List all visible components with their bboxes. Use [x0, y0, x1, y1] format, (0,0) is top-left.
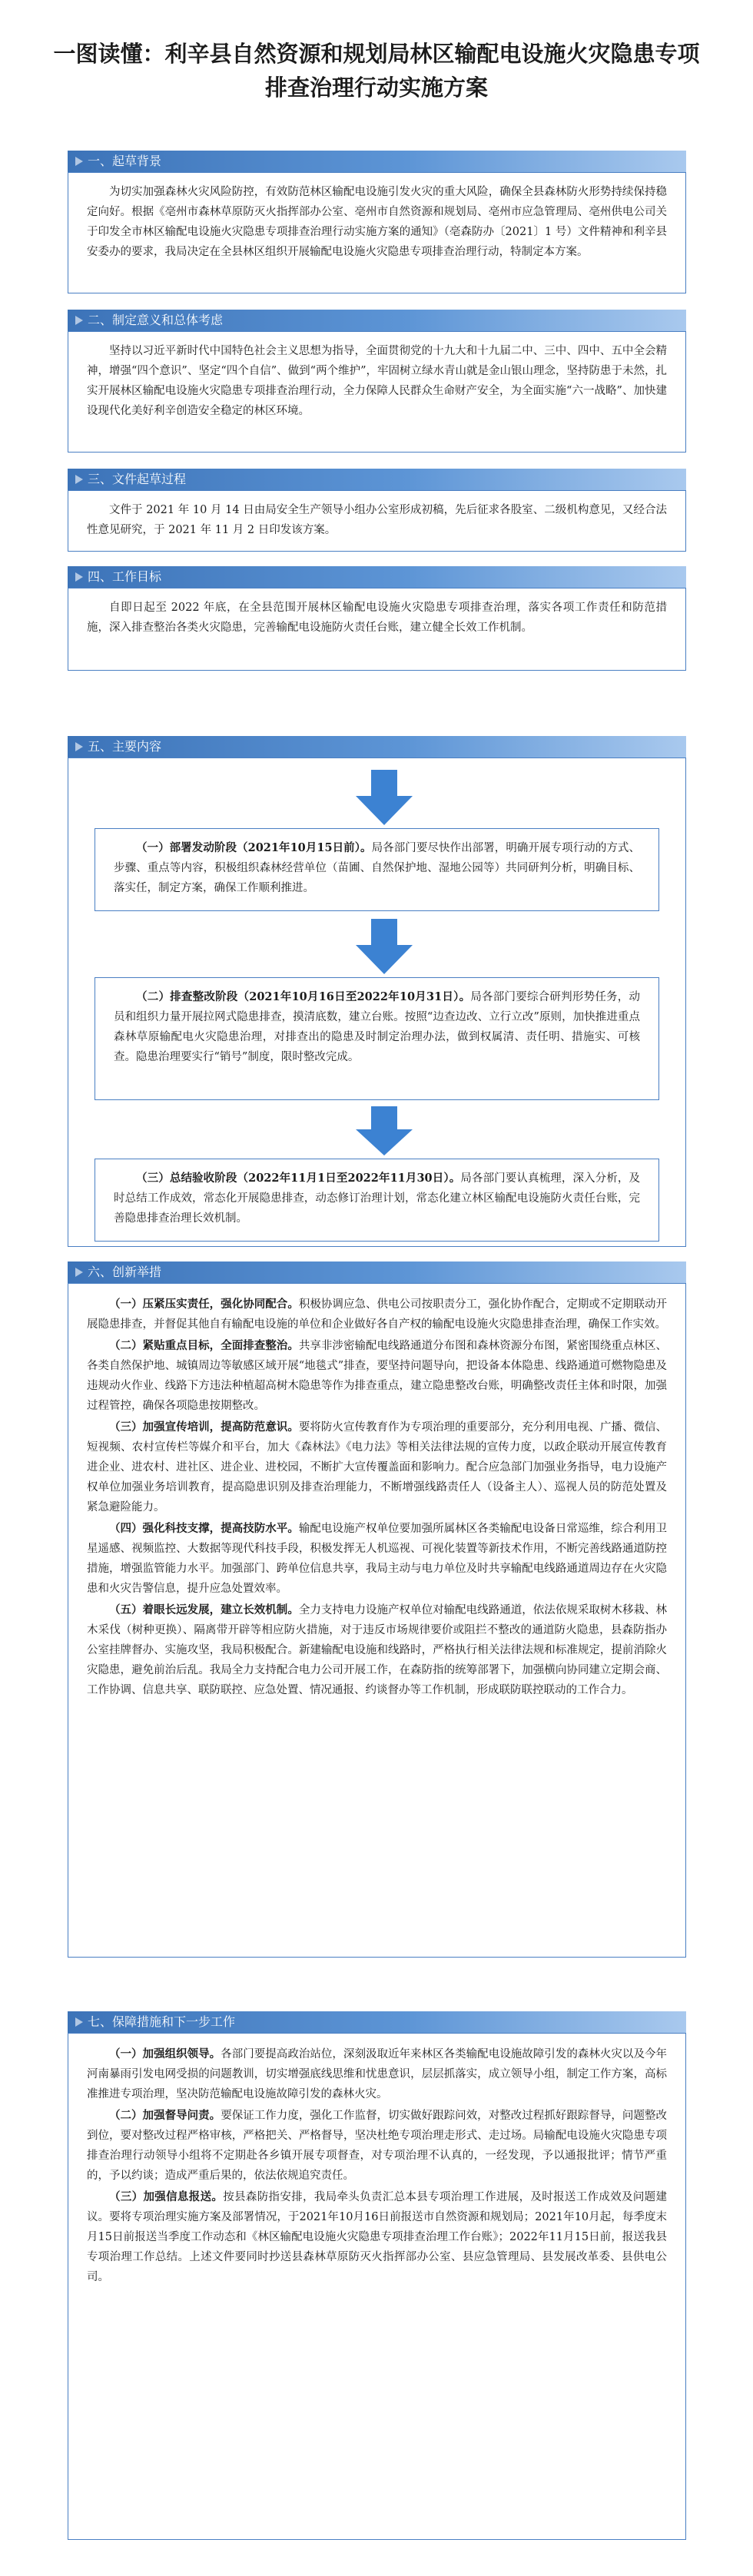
phase-body	[95, 1159, 659, 1242]
list-item	[87, 2044, 667, 2104]
section-main-content	[68, 736, 686, 758]
list-item	[87, 2187, 667, 2287]
list-item	[87, 1295, 667, 1334]
section-text: 文件于 2021 年 10 月 14 日由局安全生产领导小组办公室形成初稿，先后征求各股室、二级机构意见，又经合法性意见研究，于 2021 年 11 月 2 日印发该方案。	[87, 504, 667, 536]
section-body	[68, 588, 686, 671]
section-heading: 五、主要内容	[68, 736, 686, 758]
item-lead: （三）加强信息报送。	[109, 2190, 224, 2203]
section-body	[68, 490, 686, 552]
section-body	[68, 331, 686, 453]
phase-inspection	[95, 977, 659, 1100]
phase-text: 局各部门要综合研判形势任务，动员和组织力量开展拉网式隐患排查，摸清底数，建立台账。按照“边查边改、立行立改”原则，加快推进重点森林草原输配电火灾隐患治理，对排查出的隐患及时制定治理办法，做到权属清、责任明、措施实、可核查。隐患治理要实行“销号”制度，限时整改完成。	[114, 991, 640, 1063]
item-text: 按县森防指安排，我局牵头负责汇总本县专项治理工作进展，及时报送工作成效及问题建议。要将专项治理实施方案及部署情况，于2021年10月16日前报送市自然资源和规划局；2021年10月起，每季度末月15日前报送当季度工作动态和《林区输配电设施火灾隐患专项排查治理工作台账》；2022年11月15日前，报送我县专项治理工作总结。上述文件要同时抄送县森林草原防灭火指挥部办公室、县应急管理局、县发展改革委、县供电公司。	[87, 2191, 668, 2283]
phase-deployment	[95, 828, 659, 911]
section-text: 为切实加强森林火灾风险防控，有效防范林区输配电设施引发火灾的重大风险，确保全县森林防火形势持续保持稳定向好。根据《亳州市森林草原防灭火指挥部办公室、亳州市自然资源和规划局、亳州市应急管理局、亳州供电公司关于印发全市林区输配电设施火灾隐患专项排查治理行动实施方案的通知》（亳森防办〔2021〕1 号）文件精神和利辛县安委办的要求，我局决定在全县林区组织开展输配电设施火灾隐患专项排查治理行动，特制定本方案。	[87, 186, 667, 258]
arrow-down-icon	[356, 919, 413, 974]
phase-body	[95, 977, 659, 1100]
item-text: 积极协调应急、供电公司按职责分工，强化协作配合，定期或不定期联动开展隐患排查，并督促其他自有输配电设施的单位和企业做好各自产权的输配电设施火灾隐患排查治理，确保工作实效。	[87, 1298, 668, 1331]
item-lead: （一）压紧压实责任，强化协同配合。	[109, 1298, 299, 1311]
item-text: 要将防火宣传教育作为专项治理的重要部分，充分利用电视、广播、微信、短视频、农村宣传栏等媒介和平台，加大《森林法》《电力法》等相关法律法规的宣传力度，以政企联动开展宣传教育进企业、进农村、进社区、进企业、进校园，不断扩大宣传覆盖面和影响力。配合应急部门加强业务指导，电力设施产权单位加强业务培训教育，提高隐患识别及排查治理能力，不断增强线路责任人（设备主人）、巡视人员的防范处置及紧急避险能力。	[87, 1421, 668, 1513]
section-heading: 七、保障措施和下一步工作	[68, 2011, 686, 2033]
list-item	[87, 1600, 667, 1700]
section-body	[68, 2033, 686, 2540]
list-item	[87, 1417, 667, 1517]
list-item	[87, 1519, 667, 1599]
phase-lead: （一）部署发动阶段（2021年10月15日前）。	[136, 841, 372, 854]
section-background	[68, 151, 686, 293]
section-heading: 二、制定意义和总体考虑	[68, 310, 686, 331]
section-innovations	[68, 1261, 686, 1958]
section-body	[68, 1283, 686, 1958]
phase-text: 局各部门要认真梳理，深入分析，及时总结工作成效，常态化开展隐患排查，动态修订治理计划，常态化建立林区输配电设施防火责任台账，完善隐患排查治理长效机制。	[114, 1172, 640, 1225]
section-text: 自即日起至 2022 年底，在全县范围开展林区输配电设施火灾隐患专项排查治理，落实各项工作责任和防范措施，深入排查整治各类火灾隐患，完善输配电设施防火责任台账，建立健全长效工作机制。	[87, 602, 667, 634]
phase-lead: （三）总结验收阶段（2022年11月1日至2022年11月30日）。	[136, 1172, 461, 1185]
section-heading: 六、创新举措	[68, 1261, 686, 1283]
item-lead: （三）加强宣传培训，提高防范意识。	[109, 1421, 299, 1434]
page-title	[0, 0, 753, 111]
page-title-line2: 排查治理行动实施方案	[264, 75, 488, 101]
section-body	[68, 172, 686, 293]
item-text: 输配电设施产权单位要加强所属林区各类输配电设备日常巡维，综合利用卫星遥感、视频监控、大数据等现代科技手段，积极发挥无人机巡视、可视化装置等新技术作用，不断完善线路通道防控措施，增强监管能力水平。加强部门、跨单位信息共享，我局主动与电力单位及时共享输配电线路通道周边存在火灾隐患和火灾告警信息，提升应急处置效率。	[87, 1523, 668, 1595]
item-lead: （五）着眼长远发展，建立长效机制。	[109, 1603, 299, 1616]
list-item	[87, 2106, 667, 2186]
section-significance	[68, 310, 686, 453]
phase-text: 局各部门要尽快作出部署，明确开展专项行动的方式、步骤、重点等内容，积极组织森林经营单位（苗圃、自然保护地、湿地公园等）共同研判分析，明确目标、落实任，制定方案，确保工作顺利推进。	[114, 842, 640, 894]
section-heading: 一、起草背景	[68, 151, 686, 172]
arrow-down-icon	[356, 1106, 413, 1155]
item-text: 共享非涉密输配电线路通道分布图和森林资源分布图，紧密围绕重点林区、各类自然保护地、城镇周边等敏感区域开展“地毯式”排查，要坚持问题导向，把设备本体隐患、线路通道可燃物隐患及违规动火作业、线路下方违法种植超高树木隐患等作为排查重点，建立隐患整改台账，明确整改责任主体和时限，加强过程管控，确保各项隐患按期整改。	[87, 1340, 668, 1412]
section-heading: 三、文件起草过程	[68, 469, 686, 490]
item-lead: （一）加强组织领导。	[109, 2047, 221, 2060]
item-lead: （二）加强督导问责。	[109, 2109, 221, 2122]
section-drafting-process	[68, 469, 686, 552]
section-goals	[68, 566, 686, 671]
item-text: 全力支持电力设施产权单位对输配电线路通道，依法依规采取树木移栽、林木采伐（树种更换）、隔离带开辟等相应防火措施，对于违反市场规律要价或阻拦不整改的通道防火隐患，县森防指办公室挂牌督办、实施攻坚，我局积极配合。新建输配电设施和线路时，严格执行相关法律法规和标准规定，提前消除火灾隐患，避免前治后乱。我局全力支持配合电力公司开展工作，在森防指的统筹部署下，加强横向协同建立定期会商、工作协调、信息共享、联防联控、应急处置、情况通报、约谈督办等工作机制，形成联防联控联动的工作合力。	[87, 1604, 668, 1696]
arrow-down-icon	[356, 770, 413, 825]
item-lead: （二）紧贴重点目标，全面排查整治。	[109, 1339, 299, 1352]
phase-acceptance	[95, 1159, 659, 1242]
item-text: 各部门要提高政治站位，深刻汲取近年来林区各类输配电设施故障引发的森林火灾以及今年河南暴雨引发电网受损的问题教训，切实增强底线思维和忧患意识，层层抓落实，成立领导小组，制定工作方案，高标准推进专项治理，坚决防范输配电设施故障引发的森林火灾。	[87, 2048, 667, 2100]
phase-body	[95, 828, 659, 911]
phase-lead: （二）排查整改阶段（2021年10月16日至2022年10月31日）。	[136, 990, 471, 1003]
list-item	[87, 1336, 667, 1416]
item-lead: （四）强化科技支撑，提高技防水平。	[109, 1522, 299, 1535]
item-text: 要保证工作力度，强化工作监督，切实做好跟踪问效，对整改过程抓好跟踪督导，问题整改到位，要对整改过程严格审核，严格把关、严格督导，坚决杜绝专项治理走形式、走过场。局输配电设施火灾隐患专项排查治理行动领导小组将不定期赴各乡镇开展专项督查，对专项治理不认真的，一经发现，予以通报批评；情节严重的，予以约谈；造成严重后果的，依法依规追究责任。	[87, 2110, 667, 2182]
section-heading: 四、工作目标	[68, 566, 686, 588]
page-title-line1: 一图读懂：利辛县自然资源和规划局林区输配电设施火灾隐患专项	[53, 41, 700, 67]
section-text: 坚持以习近平新时代中国特色社会主义思想为指导，全面贯彻党的十九大和十九届二中、三中、四中、五中全会精神，增强“四个意识”、坚定“四个自信”、做到“两个维护”，牢固树立绿水青山就是金山银山理念，坚持防患于未然，扎实开展林区输配电设施火灾隐患专项排查治理行动，全力保障人民群众生命财产安全，为全面实施“六一战略”、加快建设现代化美好利辛创造安全稳定的林区环境。	[87, 345, 667, 417]
section-safeguards	[68, 2011, 686, 2540]
